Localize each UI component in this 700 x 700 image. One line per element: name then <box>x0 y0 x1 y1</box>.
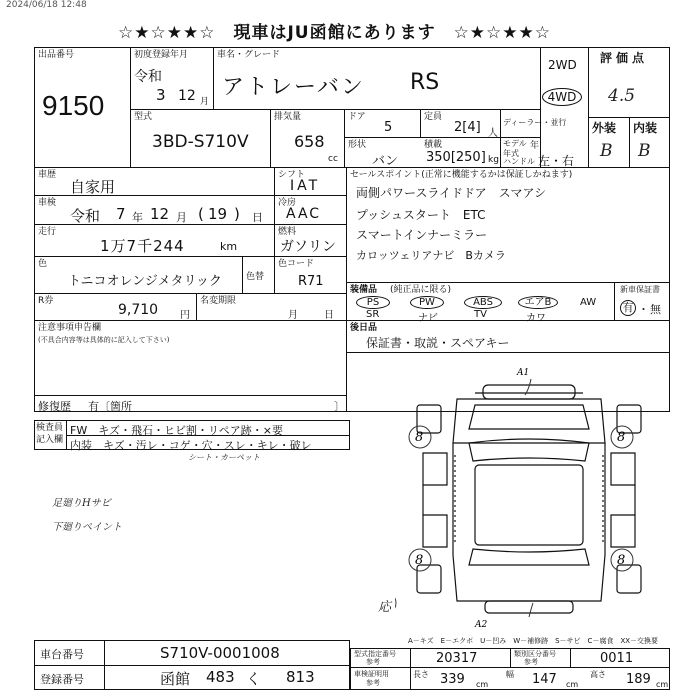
fuel-value: ガソリン <box>280 239 336 255</box>
color-value: トニコオレンジメタリック <box>68 274 222 289</box>
class-no-sub: 参考 <box>524 658 538 666</box>
score-value: 4.5 <box>608 86 636 106</box>
displacement-unit: cc <box>328 154 338 164</box>
first-reg-month-unit: 月 <box>200 97 210 107</box>
mark-8-rr: 8 <box>617 553 626 568</box>
inspection-year: 7 <box>116 205 126 223</box>
inspector-label-1: 検査員 <box>36 423 64 433</box>
interior-value: B <box>638 141 651 161</box>
load-unit: kg <box>488 155 499 165</box>
chassis-label: 車台番号 <box>40 648 84 661</box>
model-label: 型式 <box>134 112 153 122</box>
inspection-day-close: ) <box>234 205 240 223</box>
model-no-sub: 参考 <box>366 658 380 666</box>
sales-point-2: プッシュスタート ETC <box>356 208 486 222</box>
plate-city: 函館 <box>160 670 191 688</box>
mileage-unit: km <box>220 240 238 253</box>
width-unit: cm <box>566 680 579 689</box>
displacement-value: 658 <box>294 132 325 151</box>
inspection-label: 車検 <box>38 198 57 208</box>
inspection-month-unit: 月 <box>176 211 187 224</box>
repair-close: 〕 <box>334 400 345 413</box>
width-label: 幅 <box>506 670 514 679</box>
mileage-label: 走行 <box>38 227 57 237</box>
model-no-label: 型式指定番号 <box>354 650 396 658</box>
lot-number: 9150 <box>42 90 105 121</box>
new-warranty-yes: 有 <box>620 300 636 316</box>
plate-serial: 813 <box>286 668 315 686</box>
mileage-value: 1万7千244 <box>100 237 185 255</box>
equip-airbag: エアB <box>518 296 558 309</box>
inspector-line-1: FW キズ・飛石・ヒビ割・リペア跡・×要 <box>70 424 283 437</box>
equip-ps: PS <box>356 296 390 309</box>
inspection-era: 令和 <box>70 207 101 225</box>
recycle-unit: 円 <box>180 310 190 321</box>
car-diagram <box>395 365 665 630</box>
legend: A－キズ E－エクボ U－凹み W－補修跡 S－サビ C－腐食 XX－交換要 <box>408 637 659 645</box>
notes-label: 注意事項申告欄 <box>38 323 102 333</box>
model-no-value: 20317 <box>436 651 478 666</box>
car-name-label: 車名・グレード <box>217 50 281 60</box>
first-reg-year: 3 <box>156 86 166 104</box>
recycle-value: 9,710 <box>118 302 159 318</box>
shift-label: シフト <box>278 170 306 180</box>
plate-label: 登録番号 <box>40 673 84 686</box>
history-label: 車歴 <box>38 170 57 180</box>
rear-items-label: 後日品 <box>350 323 378 333</box>
equipment-note: (純正品に限る) <box>390 285 452 295</box>
height-value: 189 <box>626 672 651 687</box>
model-year-unit: 年 <box>530 141 540 151</box>
equip-leather: カワ <box>526 313 546 324</box>
mark-8-fr: 8 <box>617 430 626 445</box>
history-value: 自家用 <box>70 178 116 196</box>
shape-value: バン <box>372 154 399 169</box>
rear-items-value: 保証書・取説・スペアキー <box>366 336 510 350</box>
car-name: アトレーバン <box>222 75 365 100</box>
width-value: 147 <box>532 672 557 687</box>
repair-value: 有〔箇所 <box>88 400 132 413</box>
capacity-label: 定員 <box>424 112 443 122</box>
doors-label: ドア <box>348 112 366 122</box>
inspection-year-unit: 年 <box>132 211 143 224</box>
shape-label: 形状 <box>348 140 367 150</box>
drive-4wd: 4WD <box>542 88 582 106</box>
color-code-label: 色コード <box>278 259 315 269</box>
first-reg-era: 令和 <box>134 69 162 85</box>
dealer-label: ディーラー・並行 <box>503 118 567 127</box>
exterior-label: 外装 <box>592 121 617 135</box>
recycle-label: R券 <box>38 296 54 306</box>
color-code-value: R71 <box>298 274 324 289</box>
exterior-value: B <box>600 141 613 161</box>
sales-point-1: 両側パワースライドドア スマアシ <box>356 186 546 200</box>
valid-until-month: 月 <box>288 310 298 321</box>
inspector-line-2: 内装 キズ・汚レ・コゲ・穴・スレ・キレ・破レ <box>70 439 312 452</box>
inspection-day-open: ( <box>198 205 204 223</box>
sales-title: セールスポイント(正常に機能するかは保証しかねます) <box>350 170 573 180</box>
inspector-label-2: 記入欄 <box>36 435 64 445</box>
equip-sr: SR <box>366 309 380 320</box>
class-no-label: 類別区分番号 <box>514 650 556 658</box>
doors-value: 5 <box>384 120 393 135</box>
shift-value: IAT <box>290 178 321 194</box>
load-label: 積載 <box>424 140 443 150</box>
lot-label: 出品番号 <box>38 50 75 60</box>
color-label: 色 <box>38 259 48 269</box>
banner: ☆★☆★★☆ 現車はJU函館にあります ☆★☆★★☆ <box>118 23 552 43</box>
handnote-1: 足廻りHサビ <box>52 498 111 509</box>
mark-a2: A2 <box>475 620 488 630</box>
chassis-value: S710V-0001008 <box>160 644 280 662</box>
ac-value: AAC <box>286 206 322 222</box>
new-warranty-no: 無 <box>650 303 661 316</box>
fuel-label: 燃料 <box>278 227 297 237</box>
interior-label: 内装 <box>633 121 658 135</box>
handle-value: 左・右 <box>538 154 575 168</box>
first-reg-label: 初度登録年月 <box>134 50 189 60</box>
capacity-unit: 人 <box>488 128 498 139</box>
equip-tv: TV <box>474 309 487 320</box>
length-label: 長さ <box>413 670 429 679</box>
sales-point-3: スマートインナーミラー <box>356 228 488 242</box>
mark-8-fl: 8 <box>415 430 424 445</box>
valid-until-day: 日 <box>324 310 334 321</box>
repaint-label: 色替 <box>246 272 265 282</box>
new-warranty-label: 新車保証書 <box>620 285 660 294</box>
class-no-value: 0011 <box>600 651 634 666</box>
timestamp: 2024/06/18 12:48 <box>6 0 87 10</box>
equip-pw: PW <box>410 296 444 309</box>
dims-sub: 参考 <box>366 679 380 687</box>
equip-abs: ABS <box>464 296 502 309</box>
mark-a1: A1 <box>517 368 530 378</box>
handnote-2: 下廻りペイント <box>52 522 122 533</box>
length-value: 339 <box>440 672 465 687</box>
equip-navi: ナビ <box>418 313 438 324</box>
height-label: 高さ <box>590 670 606 679</box>
score-label: 評価点 <box>600 51 649 65</box>
dims-label: 車検証明用 <box>354 670 389 678</box>
load-value: 350[250] <box>426 150 486 165</box>
inspection-month: 12 <box>150 205 170 223</box>
car-grade: RS <box>410 70 440 95</box>
drive-2wd: 2WD <box>548 58 577 72</box>
inspection-day: 19 <box>208 205 228 223</box>
equip-aw: AW <box>580 297 597 308</box>
model-value: 3BD-S710V <box>152 132 249 152</box>
handle-label: ハンドル <box>503 157 535 166</box>
valid-until-label: 名変期限 <box>200 296 237 306</box>
inspector-handnote: シート・カーペット <box>188 453 260 462</box>
new-warranty-sep: ・ <box>638 303 649 316</box>
first-reg-month: 12 <box>178 88 196 104</box>
sales-point-4: カロッツェリアナビ Bカメラ <box>356 249 506 262</box>
mark-8-rl: 8 <box>415 553 424 568</box>
ac-label: 冷房 <box>278 198 297 208</box>
mark-rear-spare: 応 <box>378 600 392 615</box>
length-unit: cm <box>476 680 489 689</box>
plate-kana: く <box>246 670 262 688</box>
inspection-day-unit: 日 <box>252 211 263 224</box>
capacity-value: 2[4] <box>454 120 481 135</box>
notes-sub: (不具合内容等は具体的に記入して下さい) <box>38 336 170 344</box>
displacement-label: 排気量 <box>274 112 302 122</box>
height-unit: cm <box>656 680 669 689</box>
plate-number: 483 <box>206 668 235 686</box>
equipment-label: 装備品 <box>350 285 378 295</box>
model-year-label: モデル年式 <box>503 139 527 158</box>
repair-label: 修復歴 <box>38 400 71 413</box>
